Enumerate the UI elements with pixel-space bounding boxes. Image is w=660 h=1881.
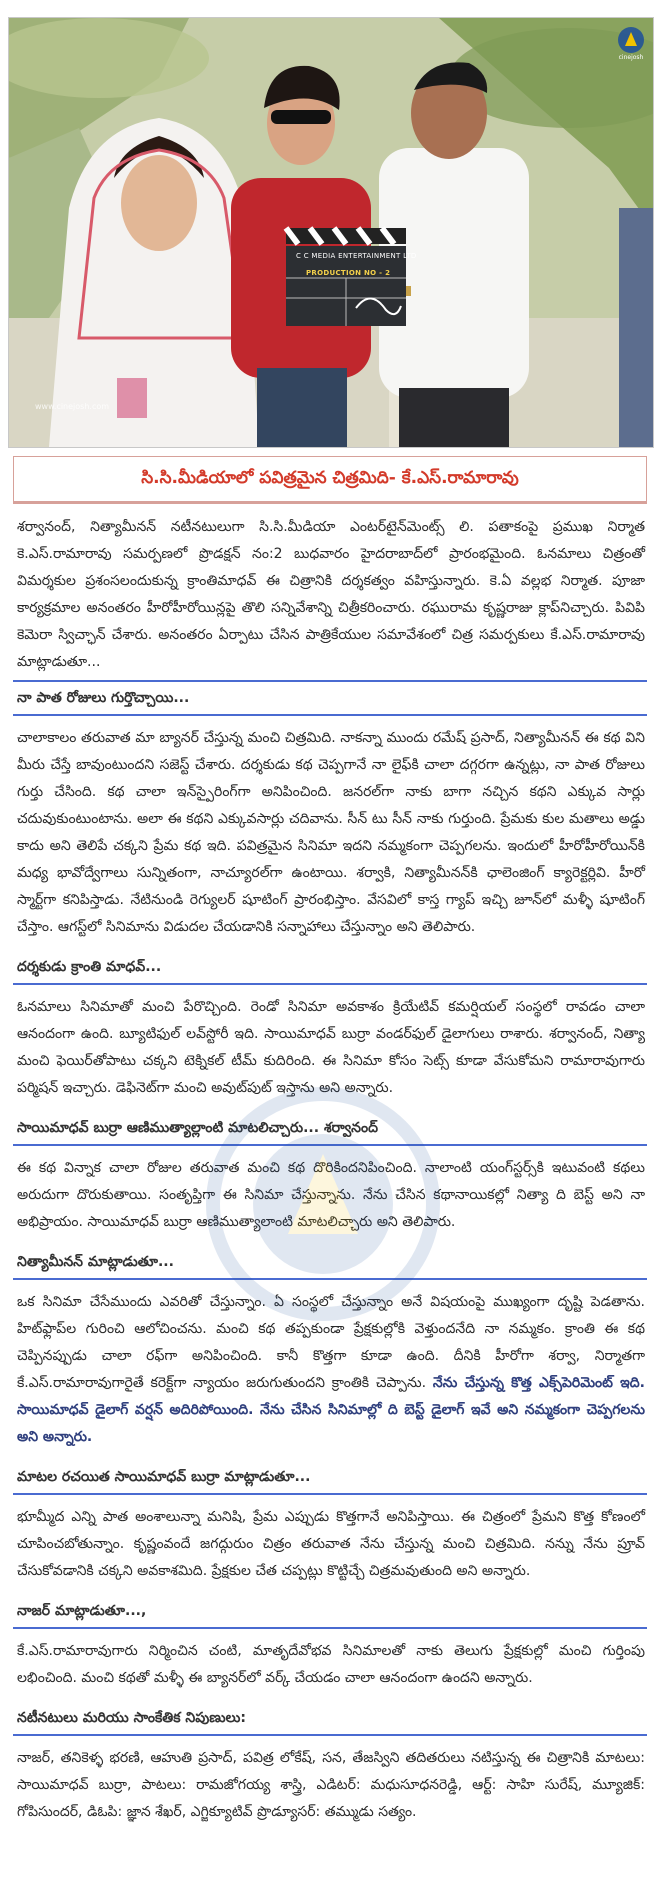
credits-paragraph: నాజర్, తనికెళ్ళ భరణి, ఆహుతి ప్రసాద్, పవిత్ర లోకేష్, సన, తేజస్విని తదితరులు నటిస్తున్న ఈ చిత్రానికి మాటలు: సాయిమాధవ్ బుర్రా, పాటలు: రామజోగయ్య శాస్త్రి, ఎడిటర్: మధుసూధనరెడ్డి, ఆర్ట్: సాహి సురేష్, మ్యూజిక్: గోపిసుందర్, డిఓపి: జ్ఞాన శేఖర్, ఎగ్జిక్యూటివ్ ప్రొడ్యూసర్: తమ్ముడు సత్యం. — [17, 1750, 645, 1820]
section-heading: సాయిమాధవ్ బుర్రా ఆణిముత్యాల్లాంటి మాటలిచ్చారు... శర్వానంద్ — [13, 1112, 647, 1146]
section-heading: నా పాత రోజులు గుర్తొచ్చాయి... — [13, 680, 647, 716]
section-heading: నాజర్ మాట్లాడుతూ..., — [13, 1595, 647, 1629]
section-paragraph: కే.ఎస్.రామారావుగారు నిర్మించిన చంటి, మాతృదేవోభవ సినిమాలతో నాకు తెలుగు ప్రేక్షకుల్లో మంచి గుర్తింపు లభించింది. మంచి కథతో మళ్ళీ ఈ బ్యానర్‌లో వర్క్ చేయడం చాలా ఆనందంగా ఉందని అన్నారు. — [17, 1643, 645, 1686]
clapboard-company: C C MEDIA ENTERTAINMENT LTD — [296, 252, 417, 260]
section-paragraph: చాలాకాలం తరువాత మా బ్యానర్ చేస్తున్న మంచి చిత్రమిది. నాకన్నా ముందు రమేష్ ప్రసాద్, నిత్యామీనన్ ఈ కథ విని మీరు చేస్తే బావుంటుందని సజెస్ట్ చేశారు. దర్శకుడు కథ చెప్పగానే నా లైఫ్‌కి చాలా దగ్గరగా ఉన్నట్లు, నా పాత రోజులు గుర్తు చేసింది. కథ చాలా ఇన్‌స్పైరింగ్‌గా అనిపించింది. జనరల్‌గా నాకు బాగా నచ్చిన కథని ఎక్కువ సార్లు చదువుకుంటుంటాను. అలా ఈ కథని ఎక్కువసార్లు చదివాను. సీన్ టు సీన్ నాకు గుర్తుంది. ప్రేమకు కుల మతాలు అడ్డు కాదు అని తెలిపే చక్కని ప్రేమ కథ ఇది. పవిత్రమైన సినిమా ఇదని నమ్మకంగా చెప్పగలను. ఇందులో హీరోహీరోయిన్‌కి మధ్య భావోద్వేగాలు సున్నితంగా, నాచ్యూరల్‌గా ఉంటాయి. శర్వాకి, నిత్యామీనన్‌కి ఛాలెంజింగ్ క్యారెక్టర్లివి. హీరో స్మార్ట్‌గా కనిపిస్తాడు. నేటినుండి రెగ్యులర్ షూటింగ్ ప్రారంభిస్తాం. వేసవిలో కాస్త గ్యాప్ ఇచ్చి జూన్‌లో మళ్ళీ షూటింగ్ చేస్తాం. ఆగస్ట్‌లో సినిమాను విడుదల చేయడానికి సన్నాహాలు చేస్తున్నాం అని తెలిపారు. — [17, 730, 645, 935]
highlighted-quote: నేను చేస్తున్న కొత్త ఎక్స్‌పెరిమెంట్ ఇది. సాయిమాధవ్ డైలాగ్ వర్షన్ అదిరిపోయింది. నేను చేసిన సినిమాల్లో ది బెస్ట్ డైలాగ్ ఇవే అని నమ్మకంగా చెప్పగలను అని అన్నారు. — [17, 1375, 646, 1445]
cinejosh-logo-icon — [618, 27, 644, 61]
event-photo — [8, 17, 654, 448]
section-heading: దర్శకుడు క్రాంతి మాధవ్... — [13, 951, 647, 985]
section-heading: నిత్యామీనన్ మాట్లాడుతూ... — [13, 1246, 647, 1280]
section-heading: మాటల రచయిత సాయిమాధవ్ బుర్రా మాట్లాడుతూ... — [13, 1461, 647, 1495]
section-heading: నటీనటులు మరియు సాంకేతిక నిపుణులు: — [13, 1702, 647, 1736]
photo-watermark: www.cinejosh.com — [35, 402, 110, 411]
section-paragraph: ఈ కథ విన్నాక చాలా రోజుల తరువాత మంచి కథ దొరికిందనిపించింది. నాలాంటి యంగ్‌స్టర్స్‌కి ఇటువంటి కథలు అరుదుగా దొరుకుతాయి. సంతృప్తిగా ఈ సినిమా చేస్తున్నాను. నేను చేసిన కథానాయికల్లో నిత్యా ది బెస్ట్ అని నా అభిప్రాయం. సాయిమాధవ్ బుర్రా ఆణిముత్యాలాంటి మాటలిచ్చారు అని తెలిపారు. — [17, 1160, 645, 1230]
svg-text:cinejosh: cinejosh — [618, 54, 644, 61]
section-text: ఒక సినిమా చేసేముందు ఎవరితో చేస్తున్నాం. ఏ సంస్థలో చేస్తున్నాం అనే విషయంపై ముఖ్యంగా దృష్టి పెడతాను. హిట్‌ఫ్లాప్‌ల గురించి ఆలోచించను. మంచి కథ తప్పకుండా ప్రేక్షకుల్లోకి వెళ్తుందనేది నా నమ్మకం. క్రాంతి ఈ కథ చెప్పినప్పుడు చాలా రఫ్‌గా అనిపించింది. కానీ కొత్తగా కూడా ఉంది. దీనికి హీరోగా శర్వా, నిర్మాతగా కే.ఎస్.రామారావుగారైతే కరెక్ట్‌గా న్యాయం జరుగుతుందని క్రాంతికి చెప్పాను. — [17, 1294, 645, 1391]
section-paragraph: ఓనమాలు సినిమాతో మంచి పేరొచ్చింది. రెండో సినిమా అవకాశం క్రియేటివ్ కమర్షియల్ సంస్థలో రావడం చాలా ఆనందంగా ఉంది. బ్యూటిఫుల్ లవ్‌స్టోరీ ఇది. సాయిమాధవ్ బుర్రా వండర్‌ఫుల్ డైలాగులు రాశారు. శర్వానంద్, నిత్యా మంచి ఫెయిర్‌తోపాటు చక్కని టెక్నికల్ టీమ్ కుదిరింది. ఈ సినిమా కోసం సెట్స్ కూడా వేసుకోమని రామారావుగారు పర్మిషన్ ఇచ్చారు. డెఫినెట్‌గా మంచి అవుట్‌పుట్ ఇస్తాను అని అన్నారు. — [17, 999, 645, 1096]
clapboard-production: PRODUCTION NO - 2 — [306, 269, 391, 277]
article-body — [13, 514, 647, 1826]
section-paragraph — [17, 1289, 645, 1451]
intro-paragraph: శర్వానంద్, నిత్యామీనన్ నటీనటులుగా సి.సి.మీడియా ఎంటర్‌టైన్‌మెంట్స్ లి. పతాకంపై ప్రముఖ నిర్మాత కె.ఎస్.రామారావు సమర్పణలో ప్రొడక్షన్ నం:2 బుధవారం హైదరాబాద్‌లో ప్రారంభమైంది. ఓనమాలు చిత్రంతో విమర్శకుల ప్రశంసలందుకున్న క్రాంతిమాధవ్ ఈ చిత్రానికి దర్శకత్వం వహిస్తున్నారు. కె.ఏ వల్లభ నిర్మాత. పూజా కార్యక్రమాల అనంతరం హీరోహీరోయిన్లపై తొలి సన్నివేశాన్ని చిత్రీకరించారు. రఘురామ కృష్ణరాజు క్లాప్‌నిచ్చారు. పివిపి కెమెరా స్విచ్ఛాన్ చేశారు. అనంతరం ఏర్పాటు చేసిన పాత్రికేయుల సమావేశంలో చిత్ర సమర్పకులు కే.ఎస్.రామారావు మాట్లాడుతూ... — [17, 519, 645, 670]
article-page — [5, 17, 655, 1826]
photo-illustration — [9, 18, 653, 447]
section-paragraph: భూమ్మీద ఎన్ని పాత అంశాలున్నా మనిషి, ప్రేమ ఎప్పుడు కొత్తగానే అనిపిస్తాయి. ఈ చిత్రంలో ప్రేమని కొత్త కోణంలో చూపించబోతున్నాం. కృష్ణంవందే జగద్గురుం చిత్రం తరువాత నేను చేస్తున్న మంచి చిత్రమిది. నన్ను నేను ప్రూవ్ చేసుకోవడానికి చక్కని అవకాశమిది. ప్రేక్షకుల చేత చప్పట్లు కొట్టిచ్చే చిత్రమవుతుంది అని అన్నారు. — [17, 1509, 645, 1579]
article-headline: సి.సి.మీడియాలో పవిత్రమైన చిత్రమిది- కే.ఎస్.రామారావు — [13, 456, 647, 504]
